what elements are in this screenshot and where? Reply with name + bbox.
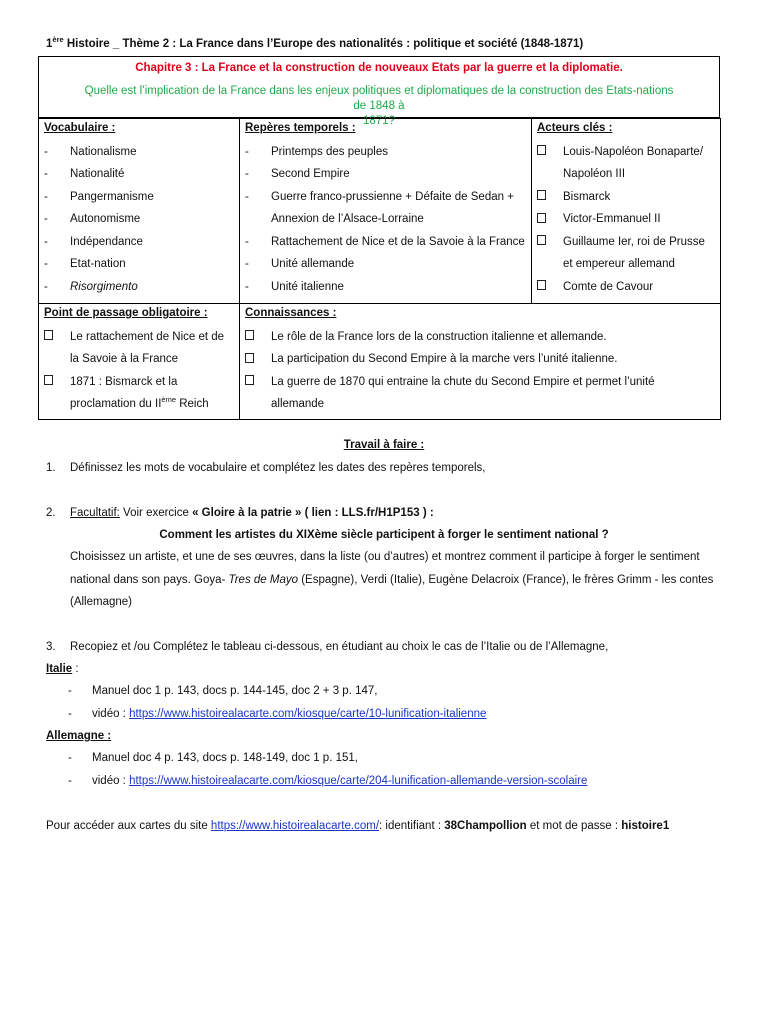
list-item bbox=[537, 231, 715, 254]
site-link[interactable]: https://www.histoirealacarte.com/ bbox=[210, 820, 380, 832]
allemagne-video-link[interactable]: https://www.histoirealacarte.com/kiosque/carte/204-lunification-allemande-version-scolaire bbox=[129, 775, 588, 787]
dash-marker: - bbox=[245, 145, 249, 158]
login-password: histoire1 bbox=[621, 820, 670, 832]
work-title: Travail à faire : bbox=[343, 439, 425, 451]
checkbox-icon bbox=[245, 348, 254, 371]
vocab-term: Nationalité bbox=[70, 168, 125, 180]
list-item bbox=[245, 231, 526, 254]
allemagne-heading: Allemagne : bbox=[46, 730, 112, 742]
list-item bbox=[245, 326, 715, 349]
dash-marker: - bbox=[245, 280, 249, 293]
question-3 bbox=[46, 642, 608, 654]
passage-text: proclamation du II bbox=[70, 398, 162, 410]
allemagne-label bbox=[46, 731, 111, 743]
connaissance-text: La participation du Second Empire à la marche vers l’unité italienne. bbox=[271, 353, 618, 365]
resource-text: Manuel doc 4 p. 143, docs p. 148-149, doc 1 p. 151, bbox=[92, 752, 358, 764]
checkbox-icon bbox=[245, 326, 254, 349]
chapter-title: Chapitre 3 : La France et la construction de nouveaux Etats par la guerre et la diplomatie. bbox=[135, 62, 623, 74]
question-number: 3. bbox=[46, 641, 56, 653]
dash-marker: - bbox=[44, 213, 48, 225]
access-text: : identifiant : bbox=[379, 820, 445, 832]
vocab-term: Pangermanisme bbox=[70, 190, 154, 203]
dash-marker: - bbox=[245, 190, 249, 203]
repere-item: Unité allemande bbox=[271, 258, 355, 270]
dash-marker: - bbox=[68, 775, 72, 787]
passage-title: Point de passage obligatoire : bbox=[44, 307, 208, 319]
vocab-term: Risorgimento bbox=[70, 280, 138, 293]
passage-text: la Savoie à la France bbox=[70, 353, 179, 365]
list-item bbox=[44, 208, 234, 231]
dash-marker: - bbox=[44, 235, 48, 248]
vocab-term: Indépendance bbox=[70, 235, 143, 248]
question-2-body: (Allemagne) bbox=[70, 596, 132, 608]
list-item bbox=[245, 186, 526, 209]
list-item-continuation bbox=[44, 393, 234, 416]
checkbox-icon bbox=[537, 141, 546, 164]
repere-item: Second Empire bbox=[271, 168, 350, 180]
list-item bbox=[44, 371, 234, 394]
page-heading bbox=[46, 36, 583, 50]
dash-marker: - bbox=[68, 685, 72, 697]
connaissance-text: La guerre de 1870 qui entraine la chute du Second Empire et permet l’unité bbox=[271, 375, 655, 388]
dash-marker: - bbox=[245, 168, 249, 180]
heading-sup: ère bbox=[52, 35, 64, 44]
acteur-name: Napoléon III bbox=[563, 168, 626, 180]
list-item bbox=[245, 141, 526, 164]
acteur-name: et empereur allemand bbox=[563, 258, 675, 270]
dash-marker: - bbox=[44, 258, 48, 270]
list-item bbox=[245, 276, 526, 299]
dash-marker: - bbox=[245, 235, 249, 248]
list-item bbox=[245, 371, 715, 394]
list-item bbox=[44, 276, 234, 299]
question-2-body bbox=[70, 575, 713, 587]
question-2-body: Choisissez un artiste, et une de ses œuvres, dans la liste (ou d’autres) et montrez comment il participe à forger le sentiment bbox=[70, 551, 700, 563]
list-item bbox=[44, 186, 234, 209]
acteur-name: Bismarck bbox=[563, 190, 611, 203]
list-item bbox=[44, 231, 234, 254]
list-item bbox=[245, 163, 526, 186]
vocabulaire-title: Vocabulaire : bbox=[44, 122, 116, 134]
list-item bbox=[68, 753, 358, 765]
list-item bbox=[44, 326, 234, 349]
login-id: 38Champollion bbox=[444, 820, 527, 832]
reperes-cell bbox=[240, 119, 532, 304]
question-text: national dans son pays. Goya- bbox=[70, 574, 229, 586]
question-2 bbox=[46, 508, 434, 520]
checkbox-icon bbox=[537, 186, 546, 209]
acteur-name: Louis-Napoléon Bonaparte/ bbox=[563, 145, 704, 158]
exercise-reference: « Gloire à la patrie » ( lien : LLS.fr/H1P153 ) : bbox=[192, 507, 434, 519]
table-row bbox=[39, 304, 721, 420]
question-text: (Espagne), Verdi (Italie), Eugène Delacroix (France), le frères Grimm - les contes bbox=[298, 574, 714, 586]
italie-heading: Italie bbox=[46, 663, 73, 675]
resource-text: Manuel doc 1 p. 143, docs p. 144-145, doc 2 + 3 p. 147, bbox=[92, 685, 378, 697]
chapter-box bbox=[38, 56, 720, 127]
dash-marker: - bbox=[68, 708, 72, 720]
dash-marker: - bbox=[68, 752, 72, 764]
access-info bbox=[46, 821, 669, 833]
question-text: Voir exercice bbox=[119, 507, 193, 519]
passage-sup: ème bbox=[161, 395, 177, 405]
question-text: Définissez les mots de vocabulaire et complétez les dates des repères temporels, bbox=[70, 462, 486, 474]
question-text: Recopiez et /ou Complétez le tableau ci-dessous, en étudiant au choix le cas de l’Italie ou de l’Allemagne, bbox=[70, 641, 609, 653]
dash-marker: - bbox=[44, 168, 48, 180]
list-item bbox=[68, 776, 587, 788]
list-item bbox=[245, 253, 526, 276]
question-number: 1. bbox=[46, 462, 56, 474]
list-item bbox=[44, 163, 234, 186]
passage-text: Reich bbox=[176, 398, 209, 410]
italie-label bbox=[46, 664, 79, 676]
passage-text: 1871 : Bismarck et la bbox=[70, 375, 178, 388]
italie-video-link[interactable]: https://www.histoirealacarte.com/kiosque/carte/10-lunification-italienne bbox=[129, 708, 487, 720]
connaissances-cell bbox=[240, 304, 721, 420]
acteur-name: Comte de Cavour bbox=[563, 280, 654, 293]
question-number: 2. bbox=[46, 507, 56, 519]
repere-item: Rattachement de Nice et de la Savoie à la France bbox=[271, 235, 525, 248]
video-label: vidéo : bbox=[92, 775, 130, 787]
passage-text: Le rattachement de Nice et de bbox=[70, 330, 225, 343]
access-text: Pour accéder aux cartes du site bbox=[46, 820, 211, 832]
access-text: et mot de passe : bbox=[526, 820, 622, 832]
list-item-continuation bbox=[245, 208, 526, 231]
passage-cell bbox=[39, 304, 240, 420]
list-item bbox=[537, 208, 715, 231]
dash-marker: - bbox=[44, 190, 48, 203]
vocab-term: Autonomisme bbox=[70, 213, 141, 225]
optional-label: Facultatif: bbox=[70, 507, 120, 519]
heading-text: Histoire _ Thème 2 : La France dans l’Europe des nationalités : politique et société (1848-1871) bbox=[63, 37, 584, 50]
chapter-question-line1: Quelle est l’implication de la France dans les enjeux politiques et diplomatiques de la construction des Etats-nations de 1848 à bbox=[84, 84, 674, 112]
dash-marker: - bbox=[44, 280, 48, 293]
checkbox-icon bbox=[537, 276, 546, 299]
reperes-title: Repères temporels : bbox=[245, 122, 356, 134]
list-item-continuation bbox=[537, 163, 715, 186]
heading-prefix: 1 bbox=[46, 37, 53, 50]
question-1 bbox=[46, 463, 485, 475]
video-label: vidéo : bbox=[92, 708, 130, 720]
list-item bbox=[44, 253, 234, 276]
repere-item: Annexion de l’Alsace-Lorraine bbox=[271, 213, 424, 225]
list-item bbox=[537, 276, 715, 299]
list-item-continuation bbox=[537, 253, 715, 276]
list-item-continuation bbox=[245, 393, 715, 416]
acteur-name: Victor-Emmanuel II bbox=[563, 213, 661, 225]
vocab-term: Nationalisme bbox=[70, 145, 137, 158]
checkbox-icon bbox=[537, 231, 546, 254]
summary-table bbox=[38, 118, 721, 420]
list-item bbox=[245, 348, 715, 371]
chapter-question-line2: 1871? bbox=[363, 114, 395, 127]
repere-item: Printemps des peuples bbox=[271, 145, 388, 158]
checkbox-icon bbox=[44, 326, 53, 349]
checkbox-icon bbox=[537, 208, 546, 231]
repere-item: Guerre franco-prussienne + Défaite de Sedan + bbox=[271, 190, 514, 203]
dash-marker: - bbox=[245, 258, 249, 270]
list-item bbox=[537, 186, 715, 209]
table-row bbox=[39, 119, 721, 304]
acteurs-title: Acteurs clés : bbox=[537, 122, 613, 134]
list-item bbox=[68, 709, 486, 721]
vocabulaire-cell bbox=[39, 119, 240, 304]
list-item bbox=[68, 686, 377, 698]
list-item bbox=[44, 141, 234, 164]
checkbox-icon bbox=[245, 371, 254, 394]
list-item bbox=[537, 141, 715, 164]
acteur-name: Guillaume Ier, roi de Prusse bbox=[563, 235, 705, 248]
question-2-prompt: Comment les artistes du XIXème siècle participent à forger le sentiment national ? bbox=[159, 529, 609, 541]
repere-item: Unité italienne bbox=[271, 280, 344, 293]
checkbox-icon bbox=[44, 371, 53, 394]
acteurs-cell bbox=[532, 119, 721, 304]
artwork-title: Tres de Mayo bbox=[228, 574, 298, 586]
list-item-continuation bbox=[44, 348, 234, 371]
vocab-term: Etat-nation bbox=[70, 258, 126, 270]
italie-colon: : bbox=[72, 663, 79, 675]
connaissances-title: Connaissances : bbox=[245, 307, 337, 319]
dash-marker: - bbox=[44, 145, 48, 158]
connaissance-text: allemande bbox=[271, 398, 325, 410]
connaissance-text: Le rôle de la France lors de la construction italienne et allemande. bbox=[271, 330, 607, 343]
